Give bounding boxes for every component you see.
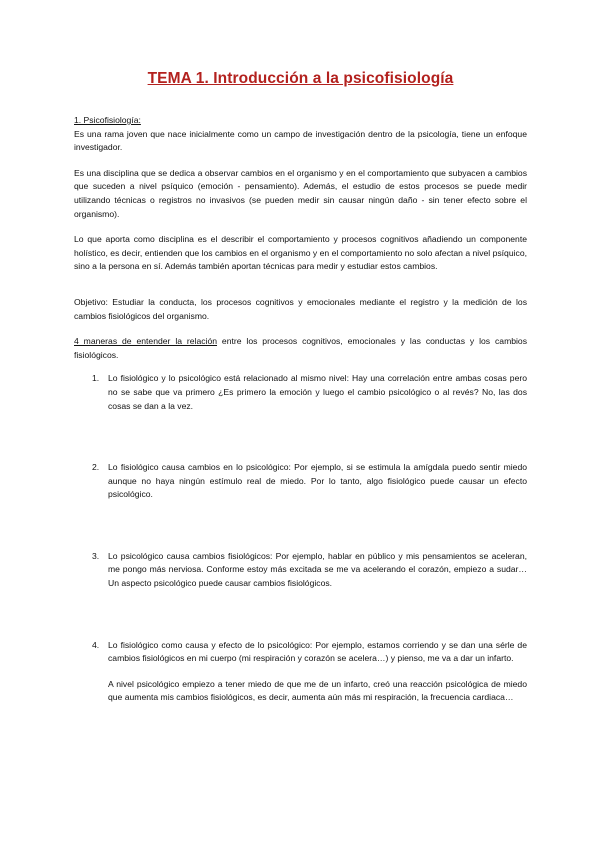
paragraph-ways-intro	[74, 335, 527, 362]
list-item-text: Lo fisiológico causa cambios en lo psicológico: Por ejemplo, si se estimula la amígdala puedo sentir miedo aunque no haya ningún estímulo real de miedo. Por lo tanto, algo fisiológico puede causar un efecto psicológico.	[108, 462, 527, 500]
paragraph-discipline: Es una disciplina que se dedica a observar cambios en el organismo y en el comportamiento que subyacen a cambios que suceden a nivel psíquico (emoción - pensamiento). Además, el estudio de estos procesos se puede medir utilizando técnicas o registros no invasivos (se pueden medir sin causar ningún daño - sin tener efecto sobre el organismo).	[74, 167, 527, 219]
list-item-number: 2.	[92, 462, 100, 473]
list-item-text: Lo fisiológico y lo psicológico está relacionado al mismo nivel: Hay una correlación entre ambas cosas pero no se sabe que va primero ¿Es primero la emoción y luego el cambio psicológico o al revés? No, las dos cosas se dan a la vez.	[108, 373, 527, 411]
ways-intro-rest: entre los procesos cognitivos, emocionales y las conductas y los cambios fisiológicos.	[74, 336, 527, 360]
section-heading-psicofisiologia: 1. Psicofisiología:	[74, 115, 141, 125]
ways-intro-underlined: 4 maneras de entender la relación	[74, 336, 218, 347]
paragraph-objective: Objetivo: Estudiar la conducta, los procesos cognitivos y emocionales mediante el registro y la medición de los cambios fisiológicos del organismo.	[74, 296, 527, 321]
page-title: TEMA 1. Introducción a la psicofisiología	[147, 70, 454, 87]
list-item	[74, 461, 527, 502]
ways-list	[74, 372, 527, 705]
list-item	[74, 372, 527, 413]
list-item-number: 4.	[92, 639, 100, 650]
paragraph-definition: Es una rama joven que nace inicialmente como un campo de investigación dentro de la psicología, tiene un enfoque investigador.	[74, 128, 527, 153]
list-item-number: 3.	[92, 550, 100, 561]
list-item-extra-text: A nivel psicológico empiezo a tener miedo de que me de un infarto, creó una reacción psicológica de miedo que aumenta mis cambios fisiológicos, es decir, aumenta aún más mi respiración, la frecuencia cardiaca…	[108, 678, 527, 703]
list-item-number: 1.	[92, 373, 100, 384]
list-item	[74, 639, 527, 705]
paragraph-contribution: Lo que aporta como disciplina es el describir el comportamiento y procesos cognitivos añadiendo un componente holístico, es decir, entienden que los cambios en el organismo y en el comportamiento no solo afectan a nivel psíquico, sino a la persona en sí. Además también aportan técnicas para medir y estudiar estos cambios.	[74, 234, 527, 272]
list-item	[74, 550, 527, 591]
list-item-text: Lo psicológico causa cambios fisiológicos: Por ejemplo, hablar en público y mis pensamientos se aceleran, me pongo más nerviosa. Conforme estoy más excitada se me va acelerando el corazón, empiezo a sudar… Un aspecto psicológico puede causar cambios fisiológicos.	[108, 550, 527, 589]
list-item-text: Lo fisiológico como causa y efecto de lo psicológico: Por ejemplo, estamos corriendo y se dan una sérle de cambios fisiológicos en mi cuerpo (mi respiración y corazón se acelera…) y pienso, me va a dar un infarto.	[108, 639, 527, 664]
